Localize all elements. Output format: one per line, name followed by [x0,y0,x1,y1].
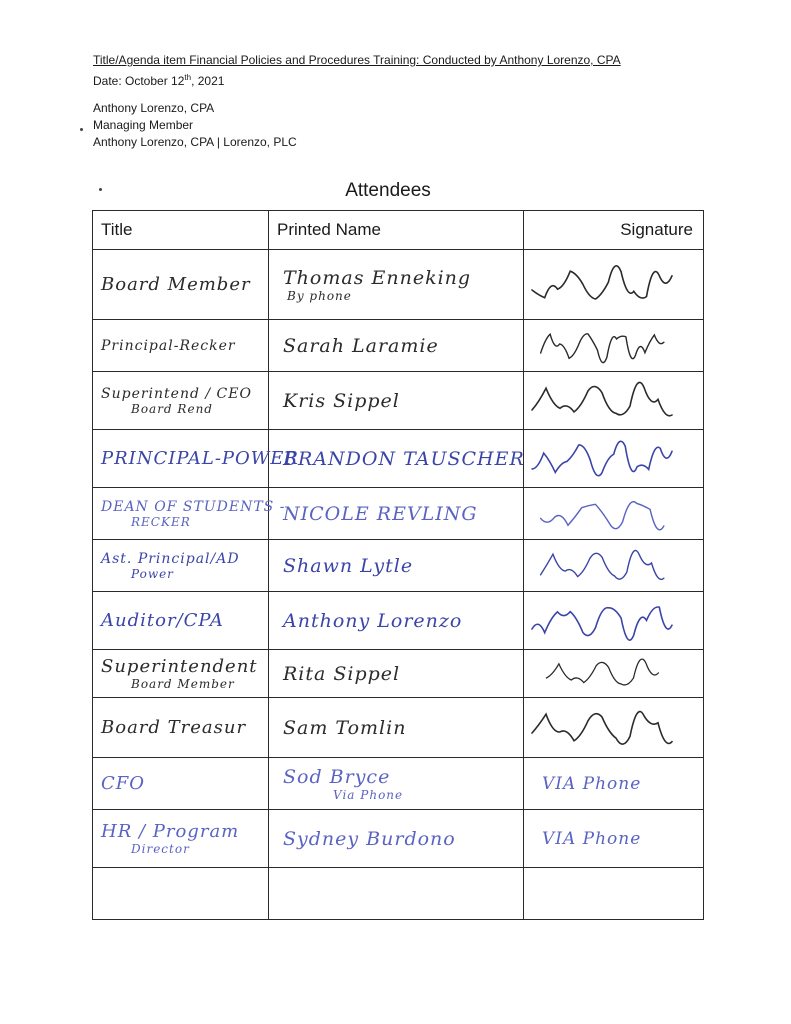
attendee-name-cell [269,758,524,810]
meeting-date [93,69,621,90]
attendee-name-cell [269,698,524,758]
attendee-row [93,320,704,372]
presenter-firm: Anthony Lorenzo, CPA | Lorenzo, PLC [93,135,297,149]
attendee-printed-name: Shawn Lytle [283,554,414,577]
attendee-title: Principal-Recker [101,337,236,354]
attendee-row [93,430,704,488]
handwritten-signature [524,324,684,368]
attendee-name-cell [269,540,524,592]
attendee-title-note: Director [131,842,190,856]
attendee-printed-name: Thomas Enneking [283,266,472,289]
scan-speck [80,128,83,131]
attendee-name-cell [269,250,524,320]
column-header-signature: Signature [524,211,704,250]
handwritten-signature [524,702,684,754]
date-prefix: Date: October 12 [93,74,185,88]
attendee-printed-name: Sod Bryce [283,765,391,788]
attendee-signature-cell [524,372,704,430]
attendee-title-cell [93,540,269,592]
attendee-printed-name: Sarah Laramie [283,334,439,357]
attendee-printed-name: NICOLE REVLING [283,502,478,525]
date-ordinal: th [184,73,192,82]
attendee-title-cell [93,810,269,868]
attendee-title-cell [93,488,286,540]
column-header-title: Title [93,211,269,250]
attendee-title-cell [93,592,269,650]
attendee-name-cell [269,372,524,430]
attendee-title-cell [93,320,269,372]
attendee-title: Superintendent [101,656,258,677]
attendee-title: Board Member [101,274,251,295]
attendee-name-cell [269,810,524,868]
signature-stroke [532,711,672,744]
signature-text: VIA Phone [542,773,642,794]
attendee-name-cell [269,650,524,698]
attendee-signature-cell [524,758,704,810]
attendee-row [93,372,704,430]
attendee-signature-cell [524,650,704,698]
attendee-title: CFO [101,773,146,794]
handwritten-signature [524,254,684,316]
agenda-title: Title/Agenda item Financial Policies and Procedures Training: Conducted by Anthony Lorenzo, CPA [93,53,621,67]
attendee-printed-name: BRANDON TAUSCHER [283,447,525,470]
attendee-row [93,698,704,758]
attendee-title: Superintend / CEO [101,385,252,402]
handwritten-signature [524,376,684,426]
attendees-heading: Attendees [345,180,431,201]
attendee-printed-name: Rita Sippel [283,662,401,685]
handwritten-signature [524,544,684,588]
attendee-title: Ast. Principal/AD [101,550,240,567]
attendee-title-cell [93,372,269,430]
attendee-signature-cell [524,868,704,920]
attendee-row [93,540,704,592]
attendee-signature-cell [524,250,704,320]
attendee-printed-name: Anthony Lorenzo [283,609,463,632]
signature-stroke [532,441,672,475]
handwritten-signature [524,654,684,694]
date-suffix: , 2021 [191,74,225,88]
attendee-name-cell [269,868,524,920]
signature-stroke [546,659,658,685]
signature-stroke [541,333,664,362]
attendee-title: Auditor/CPA [101,610,224,631]
attendee-name-note: Via Phone [333,787,404,802]
signature-stroke [532,607,672,640]
attendee-row [93,868,704,920]
attendee-title-cell [93,758,269,810]
attendee-row [93,488,704,540]
attendee-signature-cell [524,320,704,372]
attendee-name-note: By phone [287,288,352,303]
attendee-printed-name: Sydney Burdono [283,827,456,850]
attendee-title-cell [93,698,269,758]
attendee-title-cell [93,430,299,488]
column-header-printed-name: Printed Name [269,211,524,250]
attendee-row [93,758,704,810]
document-header [93,52,621,90]
handwritten-signature [524,434,684,484]
attendee-name-cell [269,320,524,372]
signature-stroke [541,501,664,529]
attendance-table [92,210,704,920]
attendee-title-note: Power [131,566,174,581]
attendee-printed-name: Kris Sippel [283,389,400,412]
attendee-signature-cell [524,698,704,758]
attendee-row [93,650,704,698]
presenter-block [93,100,297,151]
signature-stroke [532,382,672,415]
signature-text: VIA Phone [542,828,642,849]
attendee-title: Board Treasur [101,717,247,738]
attendee-title: DEAN OF STUDENTS - [101,498,286,515]
attendee-signature-cell [524,810,704,868]
attendee-signature-cell [524,430,704,488]
attendee-title-note: RECKER [131,514,191,529]
attendee-title-note: Board Member [131,677,235,691]
signature-stroke [541,550,664,579]
attendee-title: PRINCIPAL-POWER [101,448,299,469]
presenter-role: Managing Member [93,118,194,132]
handwritten-signature [524,596,684,646]
table-header-row [93,211,704,250]
attendee-signature-cell [524,488,704,540]
attendee-title-cell [93,868,269,920]
attendee-title-note: Board Rend [131,401,213,416]
signature-stroke [532,265,672,298]
attendee-signature-cell [524,592,704,650]
attendee-title: HR / Program [101,821,240,842]
attendee-signature-cell [524,540,704,592]
attendee-row [93,810,704,868]
attendee-name-cell [269,592,524,650]
presenter-name: Anthony Lorenzo, CPA [93,101,215,115]
attendee-printed-name: Sam Tomlin [283,716,407,739]
attendee-row [93,250,704,320]
attendee-title-cell [93,250,269,320]
attendee-title-cell [93,650,269,698]
attendee-name-cell [269,488,524,540]
handwritten-signature [524,492,684,536]
attendee-row [93,592,704,650]
attendee-name-cell [269,430,524,488]
